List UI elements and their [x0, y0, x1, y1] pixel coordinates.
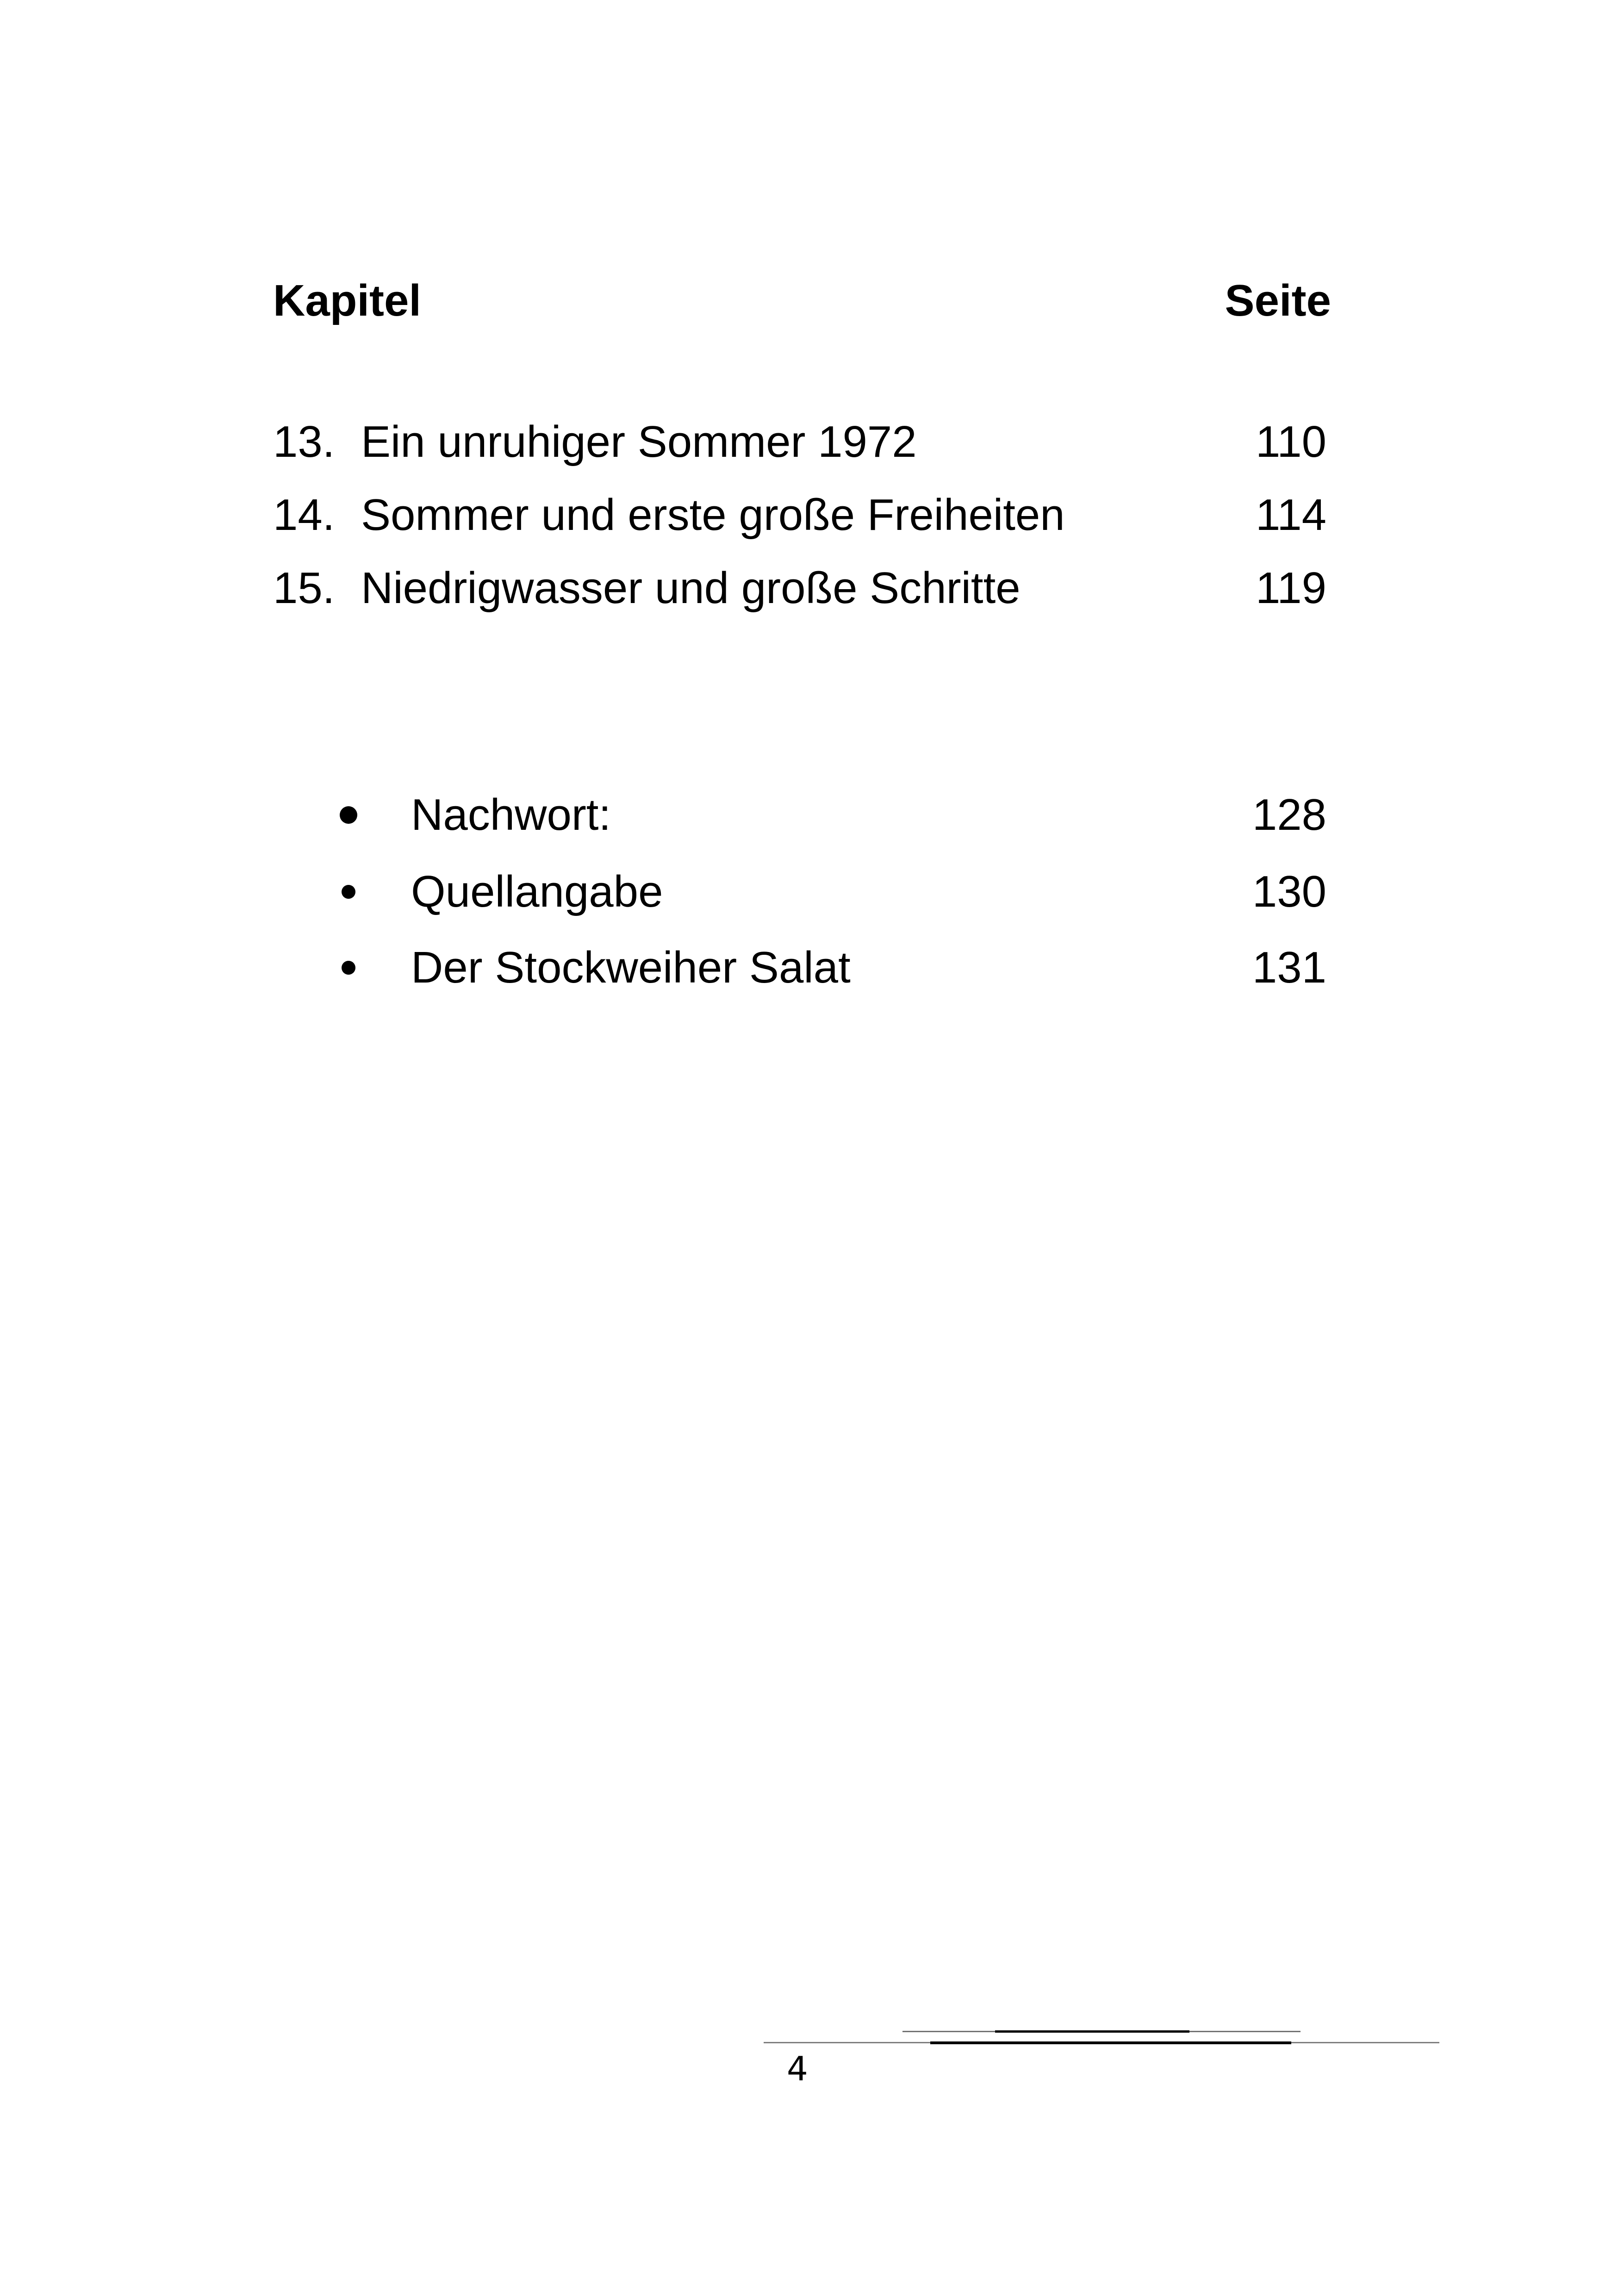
bullet-icon: [342, 961, 355, 975]
header-chapter: Kapitel: [273, 276, 422, 325]
footer-rule-lower-thick: [930, 2041, 1291, 2044]
bullet-icon: [340, 806, 357, 824]
toc-appendix-entry: [0, 785, 1618, 845]
chapter-number: 13.: [273, 417, 335, 467]
toc-entry: [0, 485, 1618, 545]
toc-entry: [0, 412, 1618, 472]
chapter-page: 114: [1255, 490, 1326, 540]
chapter-number: 15.: [273, 563, 335, 613]
header-page: Seite: [1225, 276, 1331, 325]
chapter-page: 110: [1255, 417, 1326, 467]
toc-appendix-entry: [0, 938, 1618, 998]
chapter-title: Niedrigwasser und große Schritte: [361, 563, 1021, 613]
appendix-page: 128: [1252, 790, 1326, 840]
footer-rule-upper-thick: [995, 2030, 1189, 2033]
appendix-page: 130: [1252, 867, 1326, 916]
appendix-title: Quellangabe: [411, 867, 663, 916]
toc-appendix-entry: [0, 862, 1618, 922]
chapter-title: Sommer und erste große Freiheiten: [361, 490, 1065, 540]
chapter-title: Ein unruhiger Sommer 1972: [361, 417, 917, 467]
chapter-page: 119: [1255, 563, 1326, 613]
toc-entry: [0, 558, 1618, 618]
appendix-title: Der Stockweiher Salat: [411, 943, 851, 992]
appendix-title: Nachwort:: [411, 790, 611, 840]
bullet-icon: [342, 885, 355, 899]
page-number: 4: [787, 2049, 808, 2088]
chapter-number: 14.: [273, 490, 335, 540]
appendix-page: 131: [1252, 943, 1326, 992]
